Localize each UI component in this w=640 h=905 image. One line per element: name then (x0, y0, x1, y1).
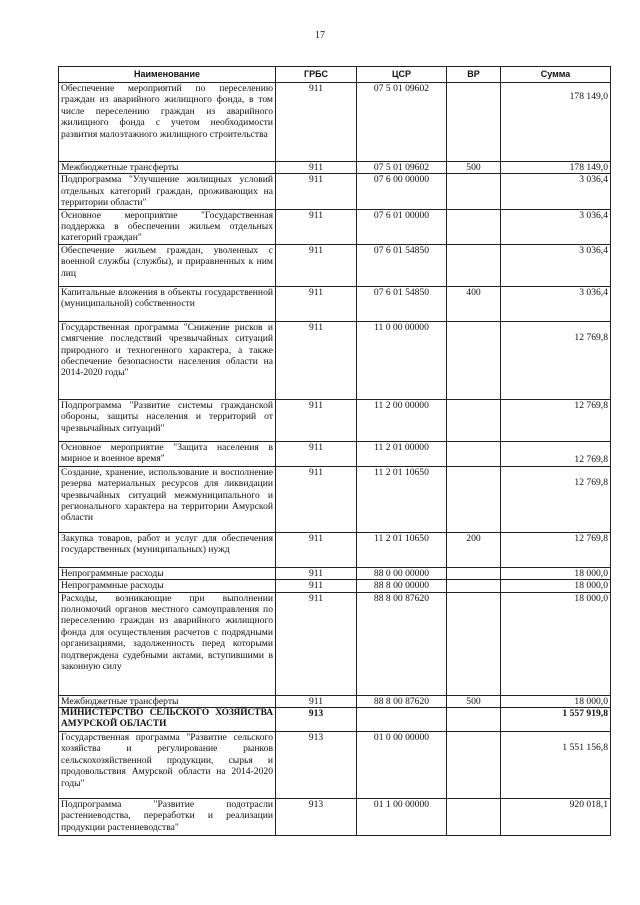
row-vr (447, 799, 501, 836)
row-name: Расходы, возникающие при выполнении полномочий органов местного самоуправления по переселению граждан из аварийного жилищного фонда для осуществления расчетов с подрядными организациями, задолженность перед которыми подтверждена судебными актами, вступившими в законную силу (59, 592, 276, 695)
row-grbs: 911 (276, 162, 357, 174)
row-csr: 01 1 00 00000 (357, 799, 447, 836)
row-vr (447, 321, 501, 399)
row-vr (447, 209, 501, 244)
row-csr: 11 2 01 10650 (357, 532, 447, 567)
row-name: Подпрограмма "Улучшение жилищных условий отдельных категорий граждан, проживающих на территории области" (59, 174, 276, 209)
row-vr: 200 (447, 532, 501, 567)
row-name: Создание, хранение, использование и восполнение резерва материальных ресурсов для ликвидации чрезвычайных ситуаций межмуниципального и регионального характера на территории Амурской области (59, 466, 276, 532)
row-grbs: 911 (276, 532, 357, 567)
row-name: Государственная программа "Снижение рисков и смягчение последствий чрезвычайных ситуаций природного и техногенного характера, а также обеспечение безопасности населения области на 2014-2020 годы" (59, 321, 276, 399)
table-row (59, 532, 611, 567)
row-csr: 07 5 01 09602 (357, 162, 447, 174)
row-name: Обеспечение жильем граждан, уволенных с военной службы (службы), и приравненных к ним лиц (59, 244, 276, 286)
row-vr (447, 174, 501, 209)
row-sum: 18 000,0 (501, 567, 611, 579)
table-row (59, 321, 611, 399)
row-name: МИНИСТЕРСТВО СЕЛЬСКОГО ХОЗЯЙСТВА АМУРСКОЙ ОБЛАСТИ (59, 708, 276, 732)
row-sum: 3 036,4 (501, 209, 611, 244)
table-row (59, 708, 611, 732)
row-vr (447, 732, 501, 799)
table-row (59, 399, 611, 441)
row-name: Капитальные вложения в объекты государственной (муниципальной) собственности (59, 286, 276, 321)
row-csr: 11 2 01 10650 (357, 466, 447, 532)
table-row (59, 286, 611, 321)
row-vr: 500 (447, 162, 501, 174)
row-grbs: 913 (276, 799, 357, 836)
row-csr: 88 0 00 00000 (357, 567, 447, 579)
table-row (59, 244, 611, 286)
row-grbs: 911 (276, 209, 357, 244)
row-vr (447, 592, 501, 695)
row-sum: 12 769,8 (501, 441, 611, 466)
row-sum: 12 769,8 (501, 466, 611, 532)
row-sum: 12 769,8 (501, 399, 611, 441)
table-row (59, 466, 611, 532)
column-header-vr: ВР (447, 67, 501, 83)
row-name: Межбюджетные трансферты (59, 695, 276, 707)
row-name: Подпрограмма "Развитие подотрасли растениеводства, переработки и реализации продукции растениеводства" (59, 799, 276, 836)
row-vr (447, 83, 501, 162)
column-header-sum: Сумма (501, 67, 611, 83)
row-sum: 1 557 919,8 (501, 708, 611, 732)
row-sum: 18 000,0 (501, 695, 611, 707)
table-row (59, 799, 611, 836)
row-sum: 12 769,8 (501, 321, 611, 399)
row-sum: 3 036,4 (501, 244, 611, 286)
column-header-grbs: ГРБС (276, 67, 357, 83)
row-csr: 11 2 01 00000 (357, 441, 447, 466)
row-sum: 1 551 156,8 (501, 732, 611, 799)
table-row (59, 580, 611, 592)
row-sum: 3 036,4 (501, 286, 611, 321)
row-vr: 400 (447, 286, 501, 321)
table-row (59, 567, 611, 579)
row-name: Закупка товаров, работ и услуг для обеспечения государственных (муниципальных) нужд (59, 532, 276, 567)
row-grbs: 911 (276, 580, 357, 592)
table-row (59, 174, 611, 209)
table-row (59, 695, 611, 707)
table-row (59, 209, 611, 244)
row-vr (447, 466, 501, 532)
row-vr (447, 244, 501, 286)
row-name: Непрограммные расходы (59, 567, 276, 579)
row-csr: 11 2 00 00000 (357, 399, 447, 441)
row-csr: 01 0 00 00000 (357, 732, 447, 799)
table-row (59, 83, 611, 162)
row-grbs: 911 (276, 321, 357, 399)
row-name: Основное мероприятие "Государственная поддержка в обеспечении жильем отдельных категорий граждан" (59, 209, 276, 244)
row-sum: 18 000,0 (501, 592, 611, 695)
row-sum: 12 769,8 (501, 532, 611, 567)
row-vr: 500 (447, 695, 501, 707)
row-grbs: 911 (276, 174, 357, 209)
row-grbs: 911 (276, 592, 357, 695)
row-grbs: 913 (276, 708, 357, 732)
row-name: Обеспечение мероприятий по переселению граждан из аварийного жилищного фонда, в том числе переселению граждан из аварийного жилищного фонда с учетом необходимости развития малоэтажного жилищного строительства (59, 83, 276, 162)
budget-table (58, 66, 611, 836)
row-grbs: 911 (276, 441, 357, 466)
row-sum: 920 018,1 (501, 799, 611, 836)
table-header-row (59, 67, 611, 83)
row-grbs: 911 (276, 83, 357, 162)
row-csr: 88 8 00 00000 (357, 580, 447, 592)
row-csr: 07 6 01 00000 (357, 209, 447, 244)
column-header-name: Наименование (59, 67, 276, 83)
row-sum: 18 000,0 (501, 580, 611, 592)
row-csr: 88 8 00 87620 (357, 592, 447, 695)
row-name: Непрограммные расходы (59, 580, 276, 592)
row-sum: 3 036,4 (501, 174, 611, 209)
row-name: Межбюджетные трансферты (59, 162, 276, 174)
row-grbs: 911 (276, 695, 357, 707)
row-name: Государственная программа "Развитие сельского хозяйства и регулирование рынков сельскохозяйственной продукции, сырья и продовольствия Амурской области на 2014-2020 годы" (59, 732, 276, 799)
column-header-csr: ЦСР (357, 67, 447, 83)
row-csr: 07 6 00 00000 (357, 174, 447, 209)
row-grbs: 911 (276, 244, 357, 286)
row-vr (447, 399, 501, 441)
row-csr: 07 6 01 54850 (357, 286, 447, 321)
row-grbs: 911 (276, 466, 357, 532)
row-vr (447, 580, 501, 592)
page-number: 17 (315, 30, 325, 41)
row-grbs: 911 (276, 567, 357, 579)
row-csr: 88 8 00 87620 (357, 695, 447, 707)
table-row (59, 441, 611, 466)
row-vr (447, 567, 501, 579)
row-csr (357, 708, 447, 732)
row-vr (447, 708, 501, 732)
row-grbs: 911 (276, 286, 357, 321)
row-name: Подпрограмма "Развитие системы гражданской обороны, защиты населения и территорий от чрезвычайных ситуаций" (59, 399, 276, 441)
row-vr (447, 441, 501, 466)
table-row (59, 162, 611, 174)
row-csr: 11 0 00 00000 (357, 321, 447, 399)
table-row (59, 732, 611, 799)
table-row (59, 592, 611, 695)
row-name: Основное мероприятие "Защита населения в мирное и военное время" (59, 441, 276, 466)
row-grbs: 911 (276, 399, 357, 441)
row-csr: 07 5 01 09602 (357, 83, 447, 162)
row-sum: 178 149,0 (501, 162, 611, 174)
row-grbs: 913 (276, 732, 357, 799)
row-csr: 07 6 01 54850 (357, 244, 447, 286)
row-sum: 178 149,0 (501, 83, 611, 162)
